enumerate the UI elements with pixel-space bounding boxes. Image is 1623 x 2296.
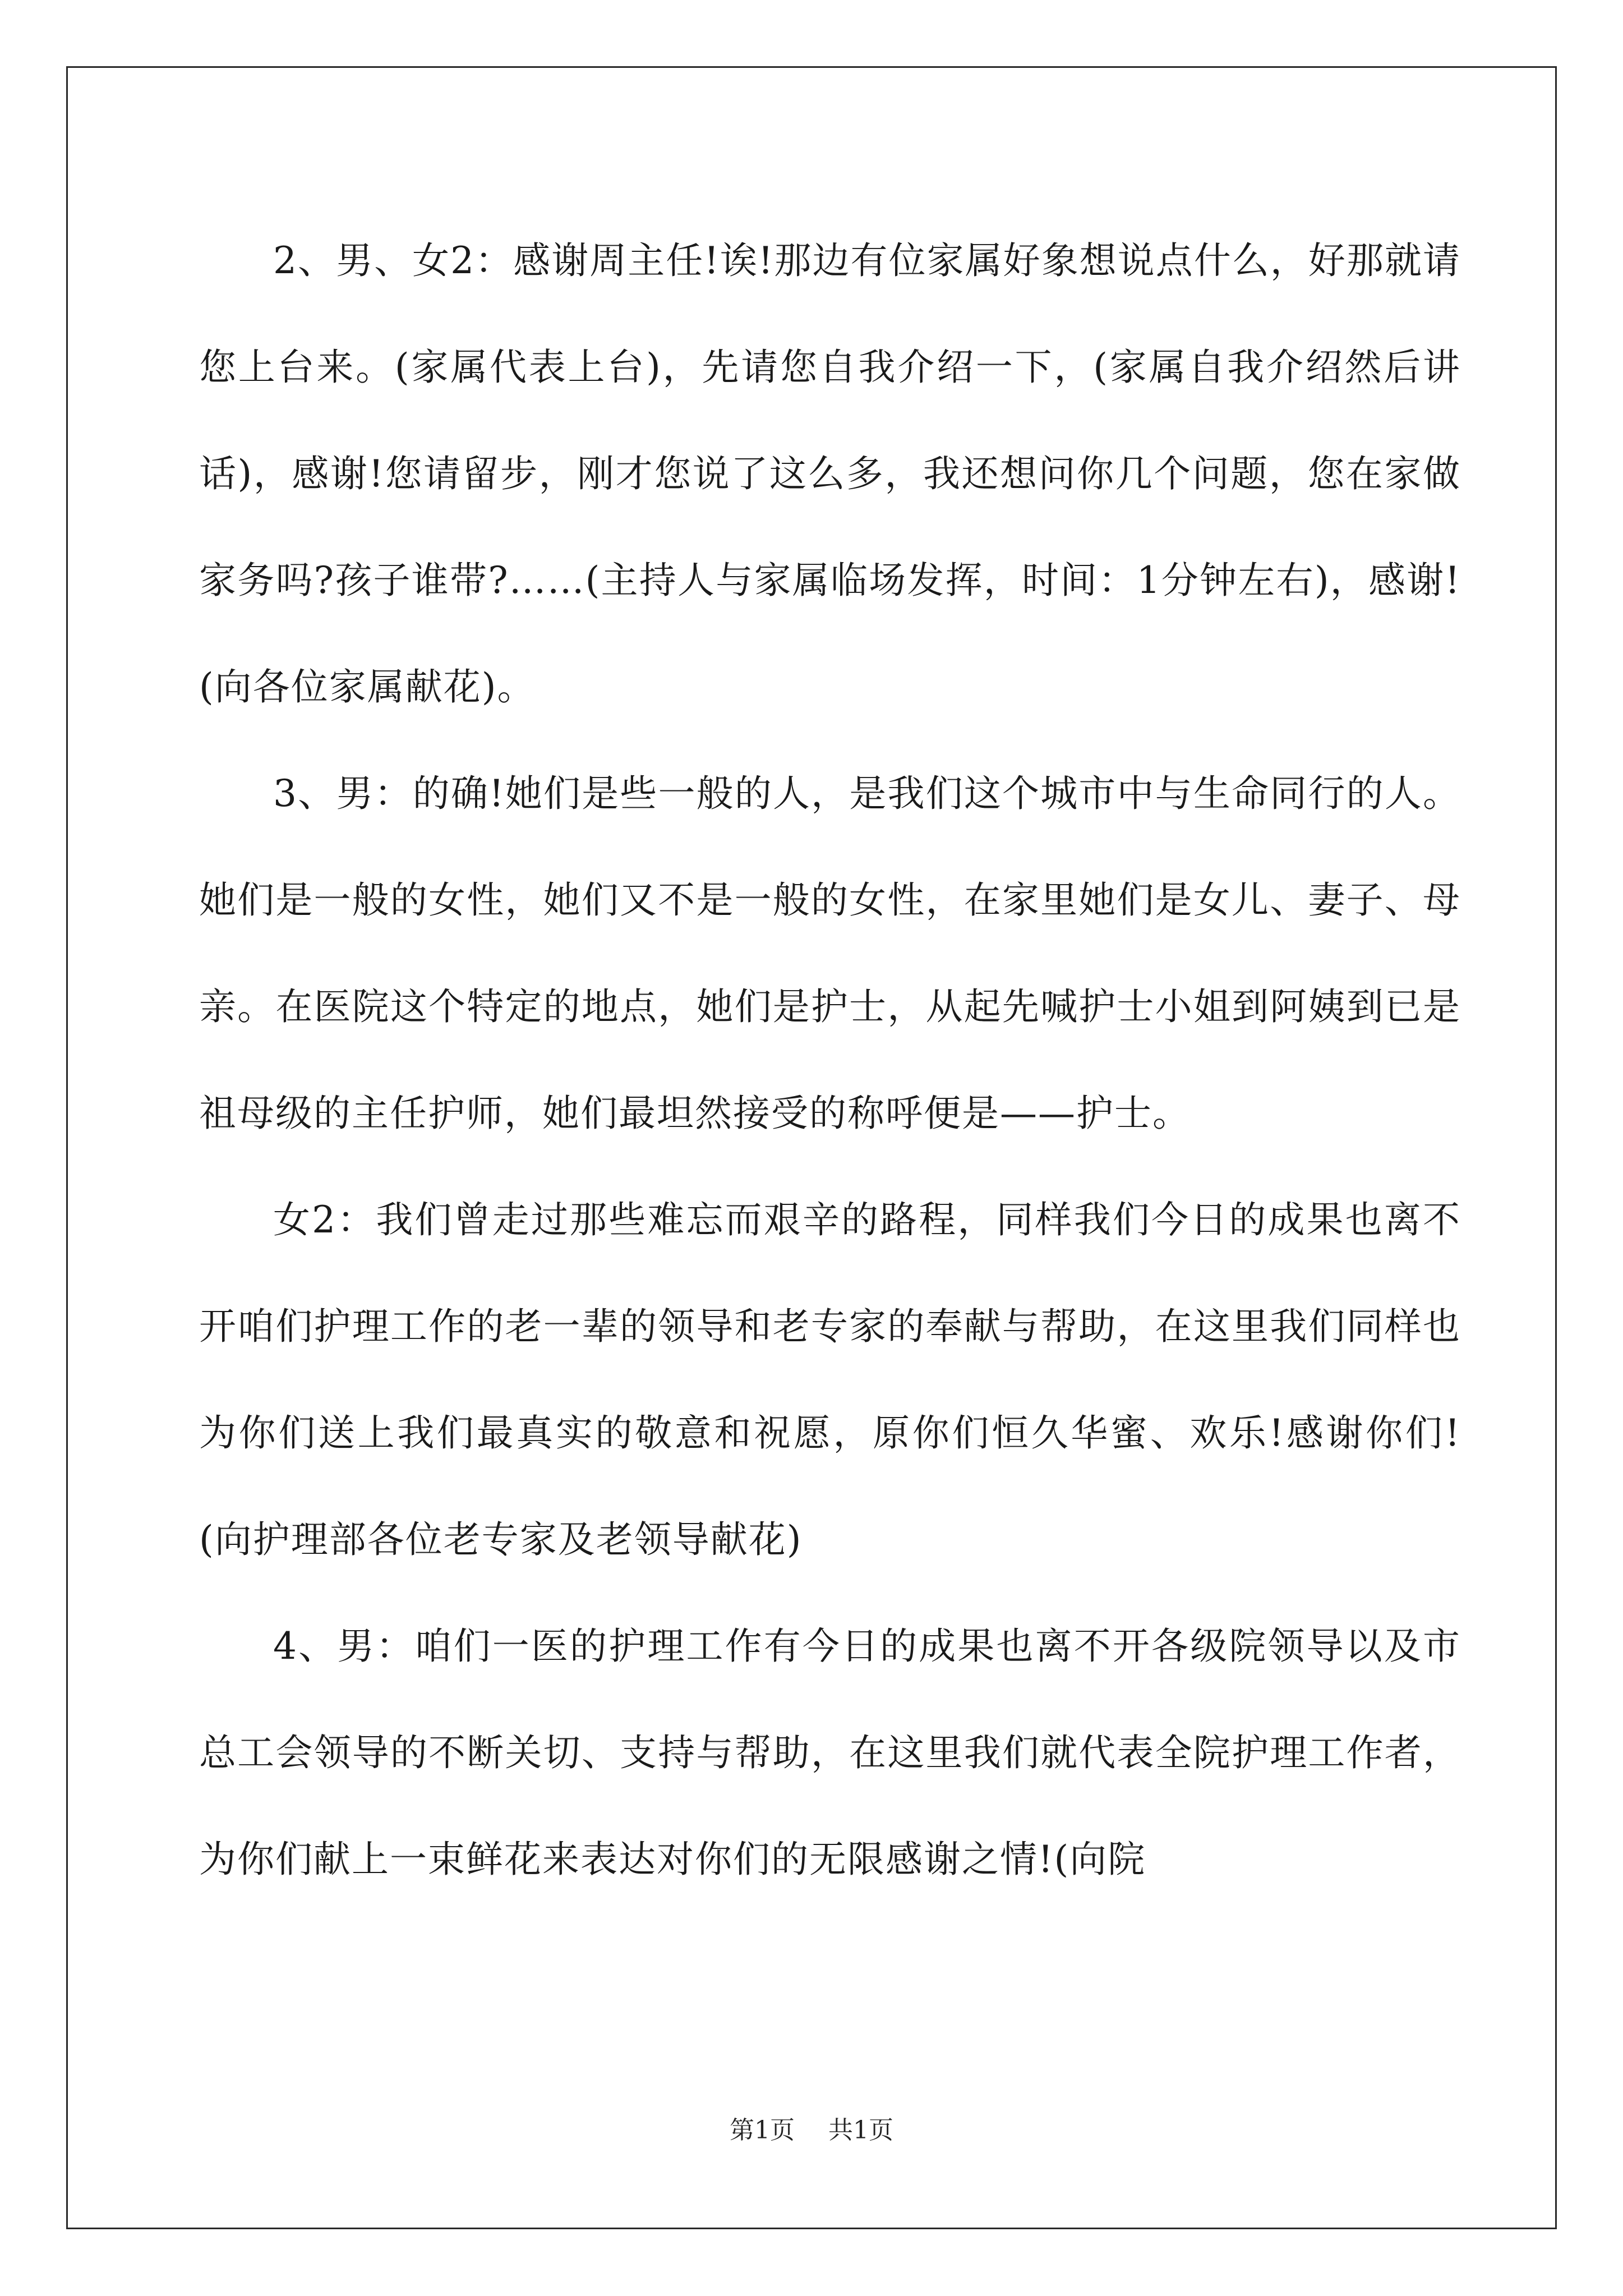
paragraph-1: 2、男、女2：感谢周主任!诶!那边有位家属好象想说点什么，好那就请您上台来。(家属代表上台)，先请您自我介绍一下，(家属自我介绍然后讲话)，感谢!您请留步，刚才您说了这么多，我还想问你几个问题，您在家做家务吗?孩子谁带?……(主持人与家属临场发挥，时间：1分钟左右)，感谢!(向各位家属献花)。: [199, 239, 1461, 708]
paragraph-4: 4、男：咱们一医的护理工作有今日的成果也离不开各级院领导以及市总工会领导的不断关切、支持与帮助，在这里我们就代表全院护理工作者，为你们献上一束鲜花来表达对你们的无限感谢之情!(向院: [199, 1625, 1461, 1881]
paragraph-2: 3、男：的确!她们是些一般的人，是我们这个城市中与生命同行的人。她们是一般的女性，她们又不是一般的女性，在家里她们是女儿、妻子、母亲。在医院这个特定的地点，她们是护士，从起先喊护士小姐到阿姨到已是祖母级的主任护师，她们最坦然接受的称呼便是——护士。: [199, 772, 1461, 1135]
page-footer: [0, 2114, 1623, 2147]
page-number-total: 共1页: [828, 2116, 893, 2145]
page-number-current: 第1页: [730, 2116, 795, 2145]
document-body: [199, 208, 1461, 1913]
paragraph-3: 女2：我们曾走过那些难忘而艰辛的路程，同样我们今日的成果也离不开咱们护理工作的老一辈的领导和老专家的奉献与帮助，在这里我们同样也为你们送上我们最真实的敬意和祝愿，原你们恒久华蜜、欢乐!感谢你们!(向护理部各位老专家及老领导献花): [199, 1198, 1461, 1561]
